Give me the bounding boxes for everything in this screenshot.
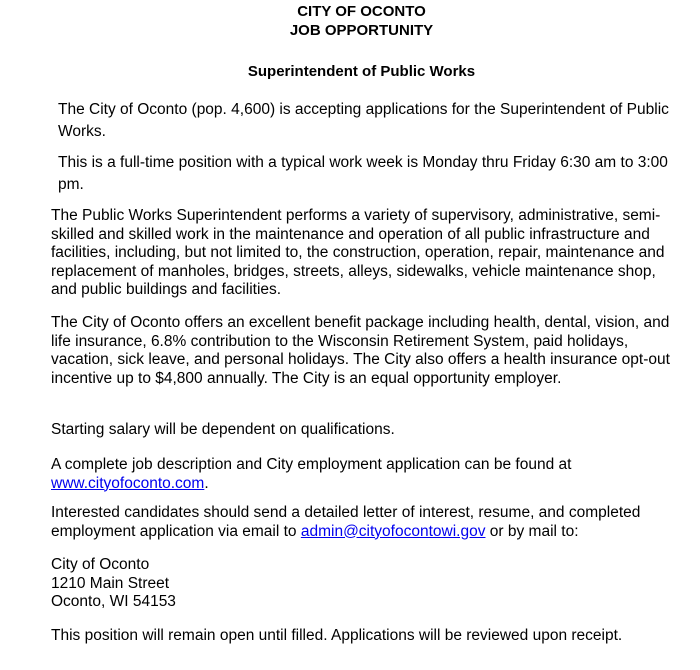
document-title-city: CITY OF OCONTO (297, 3, 426, 20)
mailing-address (51, 556, 676, 612)
description-paragraph (51, 456, 676, 493)
website-link[interactable]: www.cityofoconto.com (51, 474, 205, 492)
apply-suffix: or by mail to: (485, 522, 579, 540)
salary-paragraph: Starting salary will be dependent on qualifications. (51, 421, 395, 438)
description-suffix: . (204, 474, 209, 492)
apply-text: Interested candidates should send a detailed letter of interest, resume, and completed employment application via email to (51, 504, 641, 540)
address-city-state-zip: Oconto, WI 54153 (51, 593, 176, 610)
schedule-paragraph: This is a full-time position with a typical work week is Monday thru Friday 6:30 am to 3:00 pm. (58, 154, 668, 193)
address-street: 1210 Main Street (51, 574, 170, 592)
position-title: Superintendent of Public Works (247, 63, 476, 80)
email-link[interactable]: admin@cityofocontowi.gov (300, 522, 486, 540)
document-title-job-opportunity: JOB OPPORTUNITY (289, 22, 434, 39)
closing-paragraph: This position will remain open until filled. Applications will be reviewed upon receipt. (51, 627, 623, 644)
intro-paragraph: The City of Oconto (pop. 4,600) is accepting applications for the Superintendent of Public Works. (58, 101, 669, 140)
apply-paragraph (51, 504, 676, 541)
duties-paragraph: The Public Works Superintendent performs a variety of supervisory, administrative, semi-skilled and skilled work in the maintenance and operation of all public infrastructure and facilities, including, but not limited to, the construction, operation, repair, maintenance and replacement of manholes, bridges, streets, alleys, sidewalks, vehicle maintenance shop, and public buildings and facilities. (51, 207, 665, 298)
address-name: City of Oconto (51, 556, 150, 573)
description-text: A complete job description and City employment application can be found at (51, 456, 572, 473)
benefits-paragraph: The City of Oconto offers an excellent benefit package including health, dental, vision, and life insurance, 6.8% contribution to the Wisconsin Retirement System, paid holidays, vacation, sick leave, and personal holidays. The City also offers a health insurance opt-out incentive up to $4,800 annually. The City is an equal opportunity employer. (51, 314, 670, 387)
